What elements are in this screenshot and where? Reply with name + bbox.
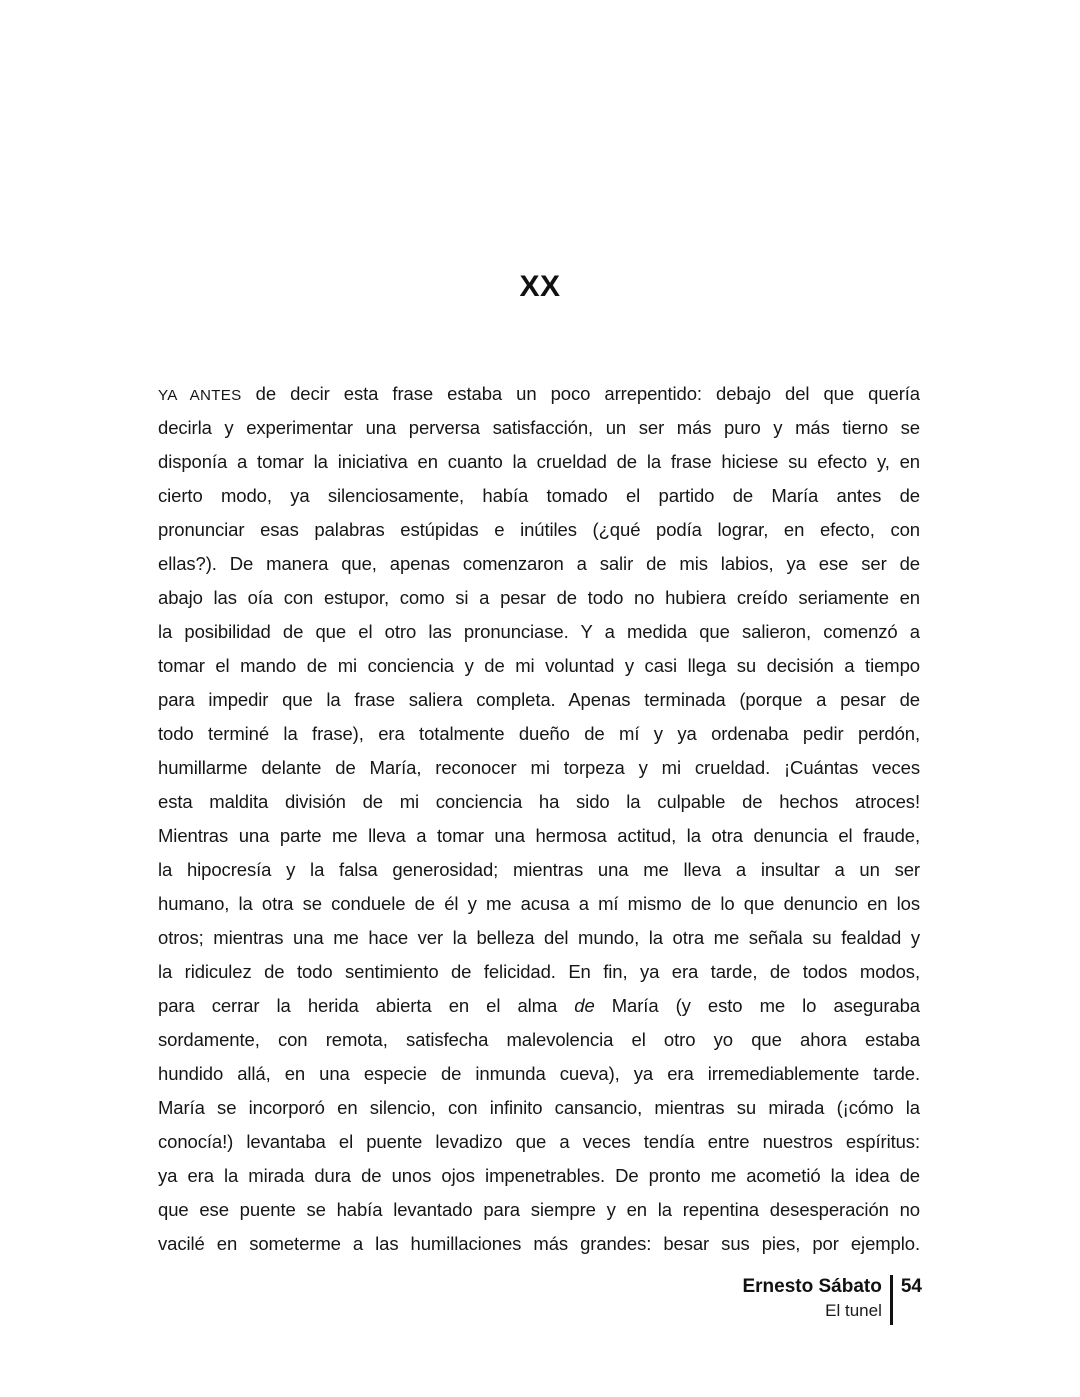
text-line: la posibilidad de que el otro las pronunciase. Y a medida que salieron, comenzó a — [158, 621, 920, 642]
text-line: Mientras una parte me lleva a tomar una hermosa actitud, la otra denuncia el fraude, — [158, 825, 920, 846]
text-line: pronunciar esas palabras estúpidas e inútiles (¿qué podía lograr, en efecto, con — [158, 519, 920, 540]
footer-author: Ernesto Sábato — [742, 1276, 882, 1297]
text-line: cierto modo, ya silenciosamente, había tomado el partido de María antes de — [158, 485, 920, 506]
footer-page-number: 54 — [900, 1276, 922, 1297]
text-line: la ridiculez de todo sentimiento de felicidad. En fin, ya era tarde, de todos modos, — [158, 961, 920, 982]
chapter-title: XX — [519, 270, 561, 303]
footer-divider — [890, 1275, 893, 1325]
text-line: humillarme delante de María, reconocer mi torpeza y mi crueldad. ¡Cuántas veces — [158, 757, 920, 778]
footer-author-block — [742, 1274, 881, 1323]
text-line: que ese puente se había levantado para siempre y en la repentina desesperación no — [158, 1199, 920, 1220]
text-line: esta maldita división de mi conciencia ha sido la culpable de hechos atroces! — [158, 791, 920, 812]
text-line: tomar el mando de mi conciencia y de mi voluntad y casi llega su decisión a tiempo — [158, 655, 920, 676]
text-line: humano, la otra se conduele de él y me acusa a mí mismo de lo que denuncio en los — [158, 893, 920, 914]
text-line: hundido allá, en una especie de inmunda cueva), ya era irremediablemente tarde. — [158, 1063, 920, 1084]
text-line: ya era la mirada dura de unos ojos impenetrables. De pronto me acometió la idea de — [158, 1165, 920, 1186]
text-line: decirla y experimentar una perversa satisfacción, un ser más puro y más tierno se — [158, 417, 920, 438]
text-line: conocía!) levantaba el puente levadizo que a veces tendía entre nuestros espíritus: — [158, 1131, 920, 1152]
text-line: la hipocresía y la falsa generosidad; mientras una me lleva a insultar a un ser — [158, 859, 920, 880]
page-footer — [742, 1274, 922, 1325]
text-line: todo terminé la frase), era totalmente dueño de mí y ya ordenaba pedir perdón, — [158, 723, 920, 744]
text-line: disponía a tomar la iniciativa en cuanto la crueldad de la frase hiciese su efecto y, en — [158, 451, 920, 472]
text-line: ellas?). De manera que, apenas comenzaron a salir de mis labios, ya ese ser de — [158, 553, 920, 574]
text-line: sordamente, con remota, satisfecha malevolencia el otro yo que ahora estaba — [158, 1029, 920, 1050]
text-line: para impedir que la frase saliera completa. Apenas terminada (porque a pesar de — [158, 689, 920, 710]
text-line: abajo las oía con estupor, como si a pesar de todo no hubiera creído seriamente en — [158, 587, 920, 608]
footer-book-title: El tunel — [825, 1301, 882, 1320]
text-line: para cerrar la herida abierta en el alma de María (y esto me lo aseguraba — [158, 995, 920, 1016]
text-line: YA ANTES de decir esta frase estaba un poco arrepentido: debajo del que quería — [158, 383, 920, 404]
body-text — [158, 377, 920, 1261]
text-line: vacilé en someterme a las humillaciones más grandes: besar sus pies, por ejemplo. — [158, 1233, 920, 1254]
text-line: otros; mientras una me hace ver la belleza del mundo, la otra me señala su fealdad y — [158, 927, 920, 948]
text-line: María se incorporó en silencio, con infinito cansancio, mientras su mirada (¡cómo la — [158, 1097, 920, 1118]
